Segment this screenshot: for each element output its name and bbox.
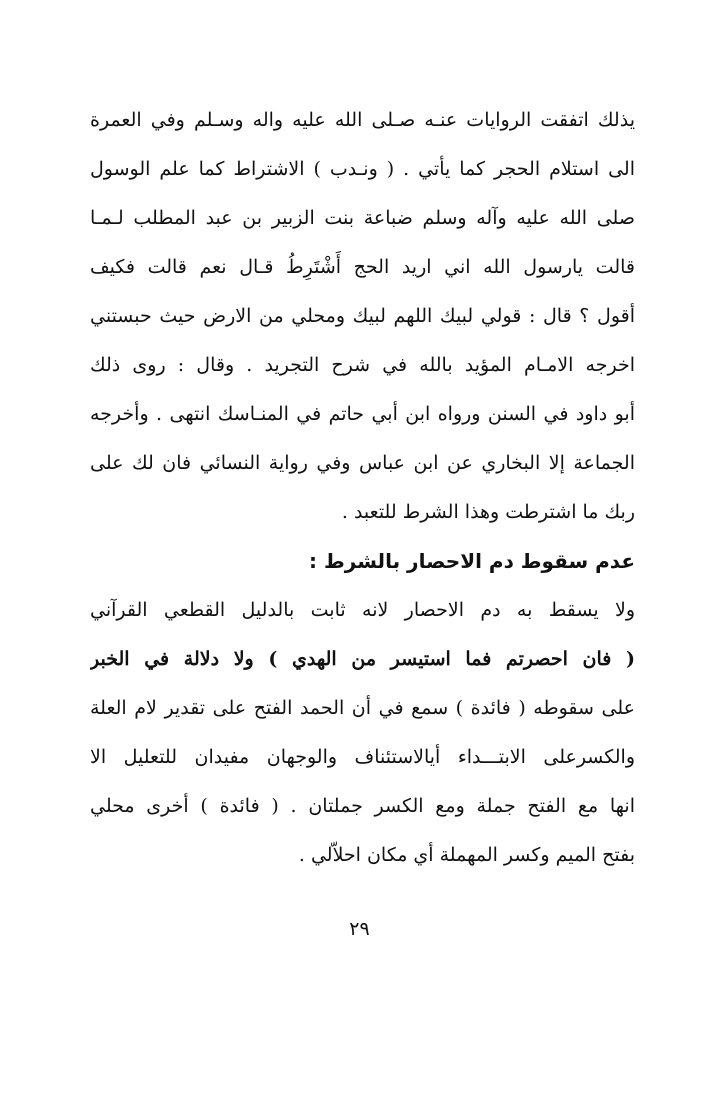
text-line: ولا يسقط به دم الاحصار لانه ثابت بالدليل القطعي القرآني	[90, 599, 635, 621]
text-line: أقول ؟ قال : قولي لبيك اللهم لبيك ومحلي من الارض حيث حبستني	[90, 305, 635, 327]
text-line: الى استلام الحجر كما يأتي . ( ونـدب ) الاشتراط كما علم الوسول	[90, 158, 635, 180]
quran-quote-line: ( فان احصرتم فما استيسر من الهدي ) ولا دلالة في الخبر	[90, 648, 635, 670]
text-line: ربك ما اشترطت وهذا الشرط للتعبد .	[341, 501, 635, 523]
page-number: ٢٩	[349, 918, 370, 940]
text-line: بفتح الميم وكسر المهملة أي مكان احلاّلي .	[298, 844, 635, 866]
section-heading: عدم سقوط دم الاحصار بالشرط :	[309, 549, 635, 573]
text-line: قالت يارسول الله اني اريد الحج أَشْتَرِطُ قـال نعم قالت فكيف	[90, 256, 635, 278]
text-line: والكسرعلى الابتـــداء أيالاستئناف والوجهان مفيدان للتعليل الا	[90, 746, 635, 768]
body-text	[90, 96, 635, 880]
text-line: صلى الله عليه وآله وسلم ضباعة بنت الزبير بن عبد المطلب لـمـا	[90, 207, 635, 229]
text-line: على سقوطه ( فائدة ) سمع في أن الحمد الفتح على تقدير لام العلة	[90, 697, 635, 719]
text-line: أبو داود في السنن ورواه ابن أبي حاتم في المنـاسك انتهى . وأخرجه	[90, 403, 635, 425]
text-line: اخرجه الامـام المؤيد بالله في شرح التجريد . وقال : روى ذلك	[90, 354, 635, 376]
text-line: الجماعة إلا البخاري عن ابن عباس وفي رواية النسائي فان لك على	[90, 452, 635, 474]
text-line: انها مع الفتح جملة ومع الكسر جملتان . ( فائدة ) أخرى محلي	[90, 795, 635, 817]
text-line: يذلك اتفقت الروايات عنـه صـلى الله عليه واله وسـلم وفي العمرة	[90, 109, 635, 131]
